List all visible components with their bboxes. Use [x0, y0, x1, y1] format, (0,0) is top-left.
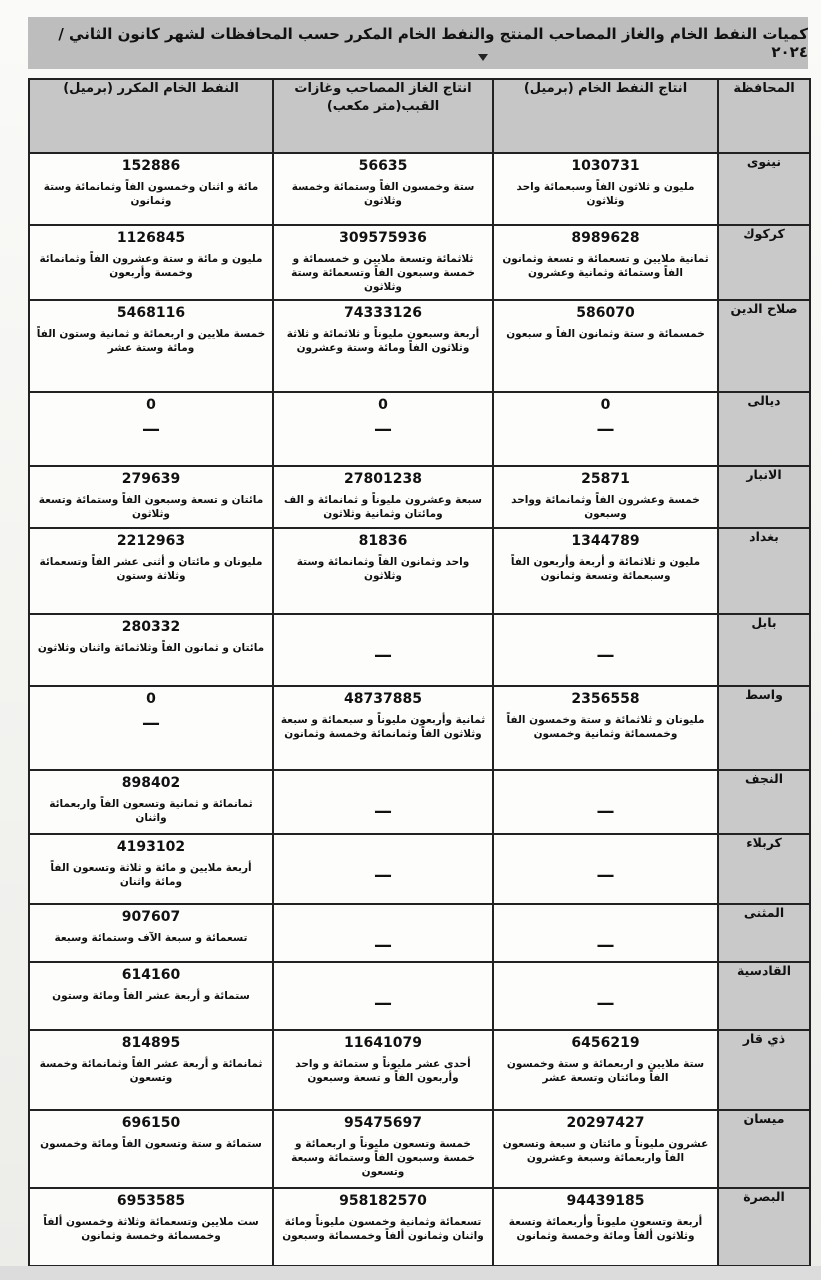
- dash-mark: —: [374, 864, 392, 886]
- refined-value-words: —: [142, 418, 160, 440]
- crude-value: 20297427: [566, 1114, 645, 1131]
- governorate-cell: ميسان: [718, 1110, 810, 1188]
- table-row: [29, 1030, 810, 1110]
- governorate-cell: واسط: [718, 686, 810, 770]
- gas-cell: [273, 300, 493, 392]
- table-row: [29, 1110, 810, 1188]
- gas-cell: [273, 466, 493, 528]
- table-row: [29, 300, 810, 392]
- refined-value: 2212963: [116, 532, 186, 549]
- crude-value-words: مليون و ثلاثون الفاً وسبعمائة واحد وثلاثون: [516, 181, 695, 208]
- refined-value-words: ست ملايين وتسعمائة وثلاثة وخمسون ألفاً وخمسمائة وخمسة وثمانون: [43, 1215, 259, 1242]
- refined-cell: [29, 153, 273, 225]
- refined-value-words: مائتان و تسعة وسبعون الفاً وستمائة وتسعة وثلاثون: [38, 493, 264, 520]
- gas-value: 81836: [358, 532, 408, 549]
- gas-value-words: أحدى عشر مليوناً و ستمائة و واحد وأربعون الفاً و تسعة وسبعون: [295, 1057, 471, 1084]
- table-row: [29, 614, 810, 686]
- governorate-cell: بابل: [718, 614, 810, 686]
- crude-value: 0: [600, 396, 611, 413]
- refined-value: 152886: [121, 158, 181, 174]
- gas-empty: [274, 905, 492, 956]
- dash-mark: —: [596, 644, 615, 666]
- header-crude: انتاج النفط الخام (برميل): [493, 79, 718, 153]
- refined-cell: [29, 1110, 273, 1188]
- refined-cell: [29, 528, 273, 614]
- refined-value-words: مائتان و ثمانون الفاً وثلاثمائة واثنان وثلاثون: [37, 641, 265, 654]
- crude-value-words: ستة ملايين و اربعمائة و ستة وخمسون الفاً ومائتان وتسعة عشر: [506, 1057, 705, 1084]
- governorate-cell: كربلاء: [718, 834, 810, 904]
- governorate-cell: القادسية: [718, 962, 810, 1030]
- refined-value-words: ثمانمائة و ثمانية وتسعون الفاً واربعمائة واثنان: [49, 797, 253, 824]
- refined-cell: [29, 466, 273, 528]
- gas-value: 48737885: [344, 690, 422, 707]
- crude-value-words: خمسمائة و ستة وثمانون الفاً و سبعون: [506, 327, 705, 340]
- crude-empty: [494, 905, 717, 956]
- crude-cell: [493, 834, 718, 904]
- table-row: [29, 834, 810, 904]
- governorate-cell: نينوى: [718, 153, 810, 225]
- gas-value-words: واحد وثمانون الفاً وثمانمائة وستة وثلاثون: [296, 555, 470, 582]
- refined-value: 898402: [121, 774, 181, 791]
- crude-value: 8989628: [571, 230, 640, 246]
- refined-value-words: —: [142, 712, 160, 734]
- refined-value: 0: [146, 396, 156, 413]
- gas-empty: [274, 963, 492, 1014]
- gas-cell: [273, 962, 493, 1030]
- refined-cell: [29, 962, 273, 1030]
- dash-mark: —: [374, 992, 392, 1014]
- crude-cell: [493, 300, 718, 392]
- gas-cell: [273, 225, 493, 300]
- crude-cell: [493, 1110, 718, 1188]
- gas-empty: [274, 771, 492, 822]
- refined-value: 280332: [121, 618, 181, 635]
- governorate-cell: البصرة: [718, 1188, 810, 1266]
- refined-value: 5468116: [116, 304, 186, 321]
- crude-value: 1344789: [571, 532, 640, 549]
- gas-cell: [273, 528, 493, 614]
- header-gas: انتاج الغاز المصاحب وغازات القبب(متر مكعب): [273, 79, 493, 153]
- table-row: [29, 528, 810, 614]
- refined-value-words: مائة و اثنان وخمسون الفاً وثمانمائة وستة وثمانون: [43, 181, 259, 208]
- refined-value-words: ستمائة و ستة وتسعون الفاً ومائة وخمسون: [40, 1137, 262, 1150]
- refined-value: 1126845: [116, 230, 186, 246]
- crude-cell: [493, 1030, 718, 1110]
- governorate-cell: صلاح الدين: [718, 300, 810, 392]
- refined-cell: [29, 392, 273, 466]
- crude-value: 25871: [581, 470, 630, 487]
- crude-cell: [493, 1188, 718, 1266]
- table-row: [29, 686, 810, 770]
- table-row: [29, 770, 810, 834]
- dash-mark: —: [596, 992, 615, 1014]
- refined-cell: [29, 1030, 273, 1110]
- refined-cell: [29, 904, 273, 962]
- crude-cell: [493, 904, 718, 962]
- gas-cell: [273, 614, 493, 686]
- refined-cell: [29, 225, 273, 300]
- gas-empty: [274, 835, 492, 886]
- crude-cell: [493, 466, 718, 528]
- gas-value: 74333126: [344, 304, 422, 321]
- gas-value: 95475697: [344, 1114, 422, 1131]
- crude-cell: [493, 770, 718, 834]
- refined-value-words: تسعمائة و سبعة الآف وستمائة وسبعة: [54, 931, 248, 944]
- header-refined: النفط الخام المكرر (برميل): [29, 79, 273, 153]
- crude-value-words: —: [596, 418, 615, 440]
- page-title: كميات النفط الخام والغاز المصاحب المنتج والنفط الخام المكرر حسب المحافظات لشهر كانون الثاني / ٢٠٢٤: [58, 25, 808, 61]
- governorate-cell: الانبار: [718, 466, 810, 528]
- gas-cell: [273, 1030, 493, 1110]
- governorate-cell: النجف: [718, 770, 810, 834]
- gas-value: 27801238: [344, 470, 422, 487]
- crude-value-words: مليونان و ثلاثمائة و ستة وخمسون الفاً وخمسمائة وثمانية وخمسون: [506, 713, 705, 740]
- crude-cell: [493, 614, 718, 686]
- table-row: [29, 392, 810, 466]
- crude-value: 586070: [576, 304, 635, 321]
- crude-value: 1030731: [571, 158, 640, 174]
- gas-cell: [273, 1188, 493, 1266]
- table-row: [29, 962, 810, 1030]
- refined-value-words: مليونان و مائتان و أثنى عشر الفاً وتسعمائة وثلاثة وستون: [39, 555, 263, 582]
- gas-cell: [273, 770, 493, 834]
- crude-cell: [493, 528, 718, 614]
- table-row: [29, 466, 810, 528]
- crude-cell: [493, 153, 718, 225]
- gas-empty: [274, 615, 492, 666]
- governorate-cell: ديالى: [718, 392, 810, 466]
- refined-cell: [29, 686, 273, 770]
- refined-value: 0: [146, 690, 156, 707]
- gas-value-words: ستة وخمسون الفاً وستمائة وخمسة وثلاثون: [291, 181, 475, 208]
- crude-empty: [494, 835, 717, 886]
- gas-value-words: ثمانية وأربعون مليوناً و سبعمائة و سبعة وثلاثون الفاً وثمانمائة وخمسة وثمانون: [280, 713, 486, 740]
- gas-cell: [273, 686, 493, 770]
- governorate-cell: المثنى: [718, 904, 810, 962]
- refined-cell: [29, 834, 273, 904]
- production-table: [28, 78, 811, 1267]
- crude-value: 94439185: [566, 1192, 645, 1209]
- crude-cell: [493, 225, 718, 300]
- crude-empty: [494, 615, 717, 666]
- gas-value-words: تسعمائة وثمانية وخمسون مليوناً ومائة واثنان وثمانون ألفاً وخمسمائة وسبعون: [282, 1215, 484, 1242]
- gas-cell: [273, 834, 493, 904]
- refined-value: 814895: [121, 1034, 181, 1051]
- gas-cell: [273, 904, 493, 962]
- dash-mark: —: [374, 934, 392, 956]
- scan-mark-icon: [478, 54, 488, 61]
- refined-cell: [29, 1188, 273, 1266]
- gas-value-words: خمسة وتسعون مليوناً و اربعمائة و خمسة وسبعون الفاً وستمائة وسبعة وتسعون: [291, 1137, 475, 1178]
- governorate-cell: كركوك: [718, 225, 810, 300]
- gas-cell: [273, 392, 493, 466]
- dash-mark: —: [374, 644, 392, 666]
- refined-value-words: أربعة ملايين و مائة و ثلاثة وتسعون الفاً ومائة واثنان: [50, 861, 252, 888]
- refined-value-words: ستمائة و أربعة عشر الفاً ومائة وستون: [52, 989, 250, 1002]
- refined-value: 4193102: [116, 838, 186, 855]
- crude-cell: [493, 686, 718, 770]
- refined-value-words: ثمانمائة و أربعة عشر الفاً وثمانمائة وخمسة وتسعون: [39, 1057, 263, 1084]
- header-governorate: المحافظة: [718, 79, 810, 153]
- table-row: [29, 225, 810, 300]
- dash-mark: —: [596, 800, 615, 822]
- title-bar: [28, 17, 808, 69]
- crude-cell: [493, 392, 718, 466]
- refined-value: 614160: [121, 966, 181, 983]
- governorate-cell: ذي قار: [718, 1030, 810, 1110]
- gas-cell: [273, 1110, 493, 1188]
- gas-value: 309575936: [339, 230, 427, 246]
- dash-mark: —: [596, 934, 615, 956]
- governorate-cell: بغداد: [718, 528, 810, 614]
- table-header-row: [29, 79, 810, 153]
- refined-value: 907607: [121, 908, 181, 925]
- crude-empty: [494, 963, 717, 1014]
- gas-value: 11641079: [344, 1034, 422, 1051]
- crude-value-words: أربعة وتسعون مليوناً وأربعمائة وتسعة وثلاثون ألفاً ومائة وخمسة وثمانون: [508, 1215, 703, 1242]
- dash-mark: —: [596, 864, 615, 886]
- refined-value-words: مليون و مائة و ستة وعشرون الفاً وثمانمائة وخمسة وأربعون: [39, 253, 263, 280]
- table-row: [29, 904, 810, 962]
- refined-value: 696150: [121, 1114, 181, 1131]
- scan-bottom-edge: [0, 1266, 821, 1280]
- refined-value: 279639: [121, 470, 181, 487]
- table-row: [29, 153, 810, 225]
- crude-value-words: عشرون مليوناً و مائتان و سبعة وتسعون الفاً واربعمائة وسبعة وعشرون: [502, 1137, 709, 1164]
- crude-cell: [493, 962, 718, 1030]
- crude-value: 6456219: [571, 1034, 640, 1051]
- gas-value-words: —: [374, 418, 392, 440]
- crude-value: 2356558: [571, 690, 640, 707]
- refined-value: 6953585: [116, 1192, 186, 1209]
- gas-value: 0: [378, 396, 388, 413]
- crude-value-words: خمسة وعشرون الفاً وثمانمائة وواحد وسبعون: [511, 493, 700, 520]
- gas-value-words: ثلاثمائة وتسعة ملايين و خمسمائة و خمسة وسبعون الفاً وتسعمائة وستة وثلاثون: [291, 253, 475, 294]
- gas-value: 958182570: [339, 1192, 427, 1209]
- gas-value-words: أربعة وسبعون مليوناً و ثلاثمائة و ثلاثة وثلاثون الفاً ومائة وستة وعشرون: [286, 327, 480, 354]
- crude-empty: [494, 771, 717, 822]
- refined-cell: [29, 614, 273, 686]
- dash-mark: —: [374, 800, 392, 822]
- crude-value-words: ثمانية ملايين و تسعمائة و تسعة وثمانون الفاً وستمائة وثمانية وعشرون: [502, 253, 709, 280]
- crude-value-words: مليون و ثلاثمائة و أربعة وأربعون الفاً وسبعمائة وتسعة وثمانون: [510, 555, 701, 582]
- refined-cell: [29, 300, 273, 392]
- gas-cell: [273, 153, 493, 225]
- gas-value-words: سبعة وعشرون مليوناً و ثمانمائة و الف ومائتان وثمانية وثلاثون: [283, 493, 483, 520]
- refined-cell: [29, 770, 273, 834]
- gas-value: 56635: [358, 158, 408, 174]
- table-row: [29, 1188, 810, 1266]
- refined-value-words: خمسة ملايين و اربعمائة و ثمانية وستون الفاً ومائة وستة عشر: [36, 327, 266, 354]
